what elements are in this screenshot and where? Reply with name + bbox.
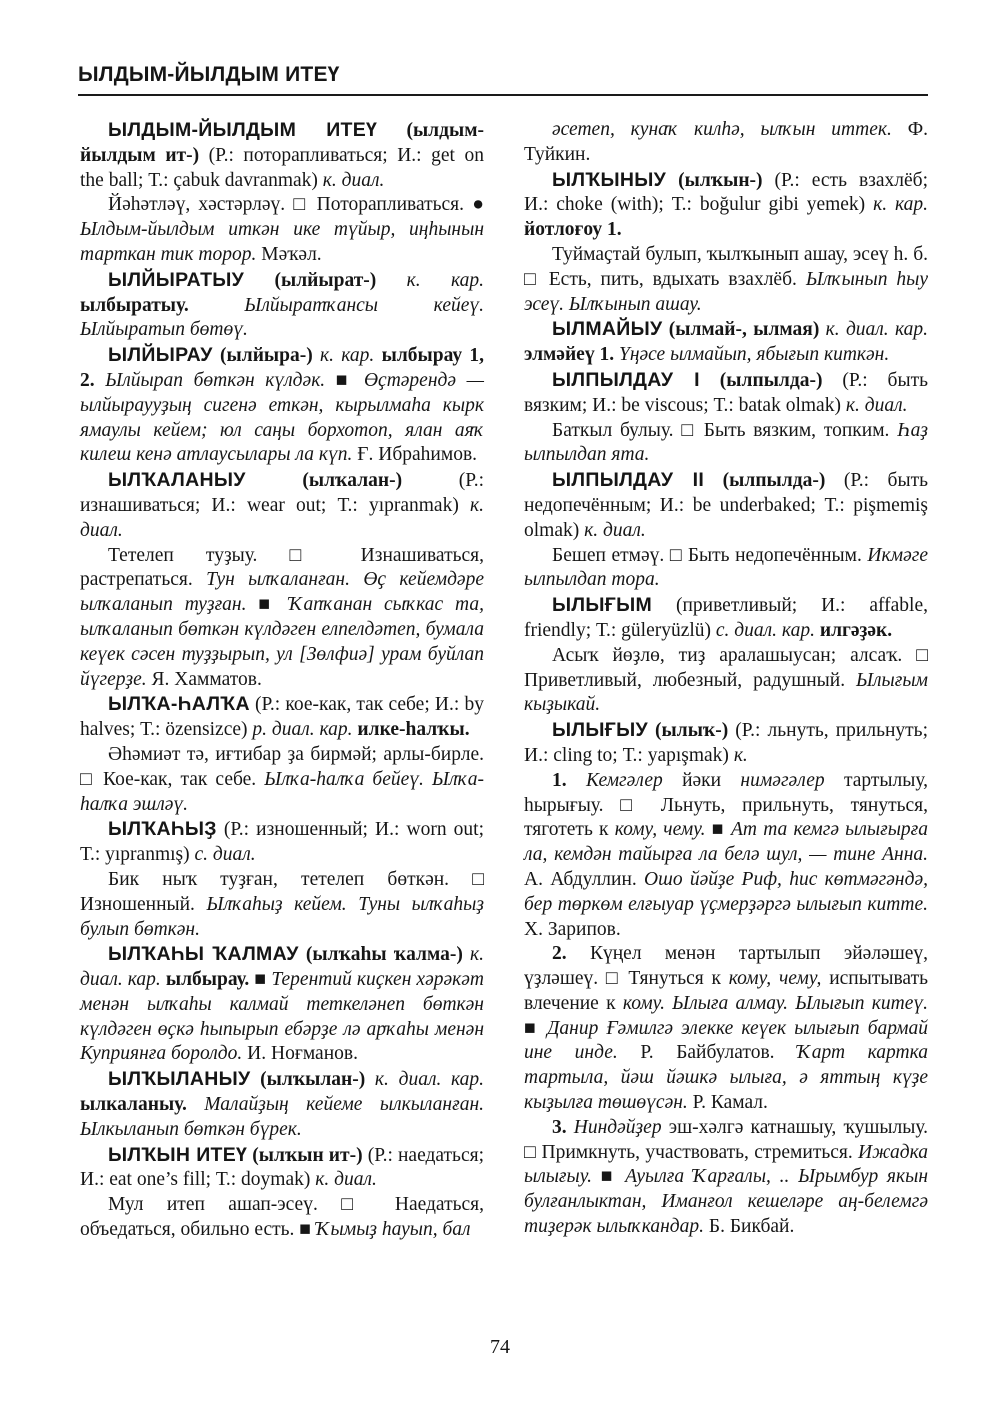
left-column	[80, 118, 484, 1243]
entry-text: Ылығым кыҙыкай.	[524, 669, 928, 716]
headword: ЫЛМАЙЫУ	[552, 318, 663, 341]
entry-paragraph	[80, 1193, 484, 1243]
entry-text: к. диал. кар.	[825, 319, 929, 341]
entry-paragraph	[80, 1143, 484, 1194]
entry-text: 3.	[552, 1116, 574, 1138]
entry-text: Тетелеп туҙыу. □ Изнашиваться, растрепаться.	[80, 544, 484, 591]
entry-paragraph	[524, 317, 928, 368]
entry-text	[95, 370, 106, 391]
dictionary-entry	[80, 1143, 484, 1243]
entry-text: (ылдым-йылдым ит-)	[80, 120, 484, 166]
entry-text: Р. Байбулатов.	[617, 1042, 798, 1064]
entry-text: (ылйыра-)	[220, 345, 313, 367]
entry-text: к. диал.	[845, 394, 908, 416]
entry-paragraph	[80, 268, 484, 343]
entry-text: Б. Бикбай.	[704, 1216, 795, 1238]
headword: ЫЛЙЫРАУ	[108, 344, 213, 367]
entry-text	[648, 720, 655, 741]
entry-text: (Р.: изнашиваться; И.: wear out; Т.: yıpranmak)	[80, 470, 484, 516]
entry-text: к. диал.	[584, 519, 646, 541]
entry-text: Икмәге ылпылдап тора.	[524, 544, 928, 591]
entry-text: әсетеп, кунаҡ килһә, ылҡын иттек.	[552, 119, 892, 140]
entry-text: йәки	[662, 769, 741, 791]
entry-text	[374, 345, 381, 366]
entry-text: Ауылға Ҡарғалы, .. Ырымбур якын булғанлыктан, Иманғол кешеләре аң-белемгә тиҙерәк ылыҡкандар.	[524, 1166, 928, 1238]
dictionary-entry	[80, 118, 484, 268]
dictionary-entry	[80, 468, 484, 692]
headword: ЫЛҠЫЛАНЫУ	[108, 1068, 251, 1091]
entry-text: Баткыл булыу. □ Быть вязким, топким.	[552, 419, 898, 441]
entry-text: ылбырау.	[165, 969, 250, 991]
entry-text	[700, 370, 720, 391]
entry-paragraph	[524, 368, 928, 419]
entry-text: Мул итеп ашап-эсеү. □ Наедаться, объедаться, обильно есть. ■	[80, 1194, 484, 1241]
entry-text: Ҡарт картка тартыла, йәш йәшкә ылыға, ә яттың күҙе кыҙылға төшөүсән.	[524, 1042, 929, 1114]
entry-text: нимәгәлер	[740, 769, 825, 791]
entry-paragraph	[524, 718, 928, 769]
entry-text: (ылйырат-)	[274, 269, 377, 291]
entry-text: И. Ноғманов.	[242, 1043, 358, 1065]
page-number: 74	[490, 1336, 510, 1358]
entry-text: ылбыратыу.	[80, 294, 189, 316]
entry-text: Ылҡаһыҙ кейем. Туны ылҡаһыҙ булып бөткән.	[80, 893, 484, 940]
entry-text: ■	[249, 969, 272, 991]
entry-text: с. диал.	[194, 844, 256, 866]
entry-text	[189, 295, 245, 316]
entry-text: ■	[705, 819, 732, 841]
entry-paragraph	[524, 118, 928, 168]
entry-text: (Р.: наедаться; И.: eat one’s fill; Т.: doymak)	[80, 1144, 484, 1191]
entry-text: ■	[524, 1017, 547, 1039]
headword: ЫЛҠА-ҺАЛҠА	[108, 693, 250, 716]
entry-text: (Р.: поторапливаться; И.: get on the ball; Т.: çabuk davranmak)	[80, 144, 484, 191]
entry-text: кому, чему.	[614, 819, 706, 841]
headword: ЫЛПЫЛДАУ I	[552, 368, 700, 391]
entry-text: Кемгәлер	[585, 769, 663, 791]
entry-paragraph	[80, 468, 484, 543]
entry-text: (ылмай-, ылмая)	[668, 319, 820, 341]
entry-paragraph	[524, 942, 928, 1116]
entry-paragraph	[524, 644, 928, 718]
headword: ЫЛҠАЛАНЫУ	[108, 469, 246, 492]
entry-text: Ылҡынып һыу эсеү. Ылҡынып ашау.	[524, 268, 928, 315]
entry-text: Ылдым-йылдым иткән ике түйыр, иңһынын тарткан тик торор.	[80, 219, 484, 265]
entry-text: к. диал. кар.	[374, 1069, 485, 1091]
dictionary-entry	[524, 718, 928, 1240]
headword: ЫЛҠЫНЫУ	[552, 168, 667, 191]
entry-text: ■	[246, 594, 289, 616]
entry-text: Ылйырап бөткән күлдәк.	[105, 369, 326, 391]
entry-text: Я. Хамматов.	[146, 668, 262, 690]
entry-paragraph	[80, 343, 484, 468]
entry-text: кому. Ылыға алмау. Ылығып китеү.	[622, 992, 928, 1014]
entry-paragraph	[524, 769, 928, 943]
entry-text: 2.	[552, 943, 590, 965]
entry-paragraph	[524, 593, 928, 644]
header-rule	[78, 94, 928, 96]
entry-text: Ылйыратҡансы кейеү. Ылйыратып бөтөү.	[80, 294, 484, 341]
entry-text: (Р.: кое-как, так себе; И.: by halves; Т.: özensizce)	[80, 694, 484, 741]
dictionary-entry	[524, 317, 928, 368]
entry-text	[246, 470, 303, 491]
entry-text: Ҡапҡанан сыҡкас та, ылҡаланып бөткән күлдәген елпелдәтеп, бумала кеүек сәсен туҙҙырып, ул [Зөлфиә] урам буйлап йүгерҙе.	[80, 594, 484, 690]
entry-text: ■	[325, 369, 364, 391]
entry-text: эш-хәлгә катнашыу, ҡушылыу. □ Примкнуть, участвовать, стремиться.	[524, 1116, 928, 1163]
headword: ЫЛПЫЛДАУ II	[552, 469, 705, 492]
entry-text	[244, 270, 274, 291]
dictionary-entry	[524, 368, 928, 468]
dictionary-entry	[80, 268, 484, 343]
dictionary-entry	[80, 817, 484, 942]
entry-text: Ғ. Ибраһимов.	[352, 444, 478, 466]
headword: ЫЛЙЫРАТЫУ	[108, 268, 245, 291]
entry-text: (ылыҡ-)	[655, 720, 729, 742]
entry-text: Р. Камал.	[687, 1092, 768, 1114]
entry-paragraph	[80, 193, 484, 267]
entry-text: ылкаланыу.	[80, 1094, 187, 1116]
entry-paragraph	[80, 692, 484, 743]
entry-text: Ҡымыҙ һауып, бал	[315, 1219, 471, 1241]
entry-text: к. кар.	[873, 194, 928, 216]
entry-text	[313, 345, 320, 366]
entry-text: (ылпылда-)	[719, 369, 823, 391]
entry-text: Өҫтәрендә — ылйыраууҙың сигенә еткән, кырылмаһа кырк ямаулы кейем; юл саңы борхотоп, ялан аяҡ килеш кенә атлаусылары ла күп.	[80, 369, 484, 466]
entry-text: (ылҡаһы ҡалма-)	[305, 944, 463, 966]
entry-text: к. диал.	[322, 169, 385, 191]
entry-text	[213, 345, 220, 366]
entry-text: Ылҡа-һалҡа бейеү. Ылҡа-һалҡа эшләү.	[80, 768, 484, 815]
entry-text: Бешеп етмәү. □ Быть недопечённым.	[552, 544, 868, 566]
entry-text: к. диал.	[80, 494, 484, 541]
entry-text	[666, 170, 678, 191]
entry-text: испытывать влечение к	[524, 968, 928, 1014]
entry-paragraph	[524, 243, 928, 317]
entry-text: Ижадка ылығыу.	[524, 1141, 928, 1188]
dictionary-entry	[80, 942, 484, 1067]
entry-text	[365, 1069, 375, 1090]
entry-text: Күңел менән тартылып эйәләшеү, үҙләшеү. □ Тянуться к	[524, 943, 929, 990]
entry-text	[250, 1069, 260, 1090]
entry-paragraph	[80, 868, 484, 942]
entry-text: Ат та кемгә ылығырға ла, кемдән тайырға ла белә шул, — тине Анна.	[524, 819, 929, 866]
headword: ЫЛЫҒЫУ	[552, 719, 648, 742]
entry-text: илке-һалҡы.	[357, 719, 470, 741]
entry-text: кому, чему,	[728, 968, 822, 990]
entry-text: тартылыу, һырығыу. □ Льнуть, прильнуть, тянуться, тяготеть к	[524, 769, 928, 841]
entry-text	[463, 944, 470, 965]
entry-paragraph	[80, 544, 484, 693]
entry-text: Х. Зарипов.	[524, 918, 621, 940]
entry-text: к. диал.	[315, 1169, 377, 1191]
entry-text: к. диал. кар.	[80, 944, 484, 991]
entry-text: ■	[592, 1166, 626, 1188]
entry-text: с. диал. кар.	[715, 619, 815, 641]
dictionary-entry	[80, 692, 484, 817]
running-header	[78, 60, 928, 96]
entry-text: илгәҙәк.	[819, 619, 893, 641]
entry-paragraph	[80, 1067, 484, 1142]
entry-text: А. Абдуллин.	[524, 868, 645, 890]
entry-text: Данир Ғәмилгә элекке кеүек ылығып бармай ине инде.	[524, 1017, 928, 1064]
entry-text	[299, 944, 306, 965]
entry-text: (ылҡалан-)	[302, 470, 403, 492]
entry-text: Малайҙың кейеме ылкыланған. Ылкыланып бөткән бүрек.	[80, 1094, 484, 1140]
entry-text	[376, 270, 406, 291]
entry-text: ылбырау 1, 2.	[80, 345, 484, 391]
entry-text: (ылпылда-)	[722, 470, 826, 492]
entry-paragraph	[524, 544, 928, 594]
entry-paragraph	[80, 817, 484, 868]
entry-text: 1.	[552, 769, 586, 791]
dictionary-entry	[524, 168, 928, 318]
entry-text: к. кар.	[406, 269, 484, 291]
dictionary-entry	[80, 1067, 484, 1142]
entry-text: р. диал. кар.	[252, 719, 353, 741]
entry-text: йотлоғоу 1.	[524, 219, 622, 241]
entry-text: (Р.: быть вязким; И.: be viscous; Т.: batak olmak)	[524, 369, 928, 416]
entry-text: Йәһәтләү, хәстәрләү. □ Поторапливаться. ●	[108, 194, 484, 216]
entry-paragraph	[80, 118, 484, 193]
entry-text	[187, 1094, 204, 1115]
entry-text: к. кар.	[320, 345, 375, 367]
entry-text	[377, 120, 406, 141]
entry-text: (Р.: льнуть, прильнуть; И.: cling to; Т.: yapışmak)	[524, 720, 928, 766]
entry-text: к.	[733, 744, 748, 766]
right-column	[524, 118, 928, 1240]
entry-text: Туймаҫтай булып, ҡылҡынып ашау, эсеү һ. б. □ Есть, пить, вдыхать взахлёб.	[524, 243, 928, 290]
entry-text: (Р.: есть взахлёб; И.: choke (with); Т.: boğulur gibi yemek)	[524, 169, 929, 216]
entry-text: Әһәмиәт тә, иғтибар ҙа бирмәй; арлы-бирле. □ Кое-как, так себе.	[80, 743, 484, 790]
dictionary-entry	[80, 343, 484, 468]
running-head-title: ЫЛДЫМ-ЙЫЛДЫМ ИТЕҮ	[78, 63, 340, 86]
entry-text: Ниндәйҙер	[573, 1116, 662, 1138]
entry-text: (ылҡылан-)	[260, 1069, 366, 1091]
entry-text: Асыҡ йөҙлө, тиҙ аралашыусан; алсаҡ. □ Приветливый, любезный, радушный.	[524, 644, 928, 691]
entry-paragraph	[80, 942, 484, 1067]
headword: ЫЛҠАҺЫҘ	[108, 818, 217, 841]
entry-paragraph	[524, 468, 928, 543]
entry-text: (ылҡын-)	[678, 169, 763, 191]
headword: ЫЛДЫМ-ЙЫЛДЫМ ИТЕҮ	[108, 119, 378, 141]
headword: ЫЛҠАҺЫ ҠАЛМАУ	[108, 943, 299, 966]
headword: ЫЛЫҒЫМ	[552, 594, 653, 617]
entry-text: Мәҡәл.	[256, 243, 322, 265]
entry-text: (Р.: изношенный; И.: worn out; Т.: yıpranmış)	[80, 819, 484, 866]
headword: ЫЛҠЫН ИТЕҮ	[108, 1143, 248, 1166]
entry-text: Тун ылҡаланған. Өҫ кейемдәре ылҡаланып туҙған.	[80, 569, 484, 616]
entry-text: Бик ныҡ туҙған, тетелеп бөткән. □ Изношенный.	[80, 868, 484, 915]
entry-text: (ылҡын ит-)	[252, 1144, 363, 1166]
entry-text: Үңәсе ылмайып, ябығып киткән.	[618, 344, 890, 366]
entry-text: Ошо йәйҙе Риф, һис көтмәгәндә, бер төркөм елғыуар үҫмерҙәргә ылығып китте.	[524, 868, 928, 915]
entry-paragraph	[524, 419, 928, 469]
entry-paragraph	[524, 168, 928, 243]
dictionary-entry	[524, 118, 928, 168]
entry-paragraph	[80, 743, 484, 817]
entry-text: элмәйеү 1.	[524, 344, 615, 366]
entry-text	[704, 470, 723, 491]
entry-text: Һаҙ ылпылдап ята.	[524, 419, 928, 466]
entry-text: (Р.: быть недопечённым; И.: be underbaked; Т.: pişmemiş olmak)	[524, 470, 928, 541]
entry-text: (приветливый; И.: affable, friendly; Т.: güleryüzlü)	[524, 595, 928, 641]
dictionary-entry	[524, 468, 928, 593]
dictionary-entry	[524, 593, 928, 718]
entry-text: Терентий киҫкен хәрәкәт менән ылҡаһы калмай теткеләнеп бөткән күлдәген өҫкә һыпырып ебәрҙе лә арҡаһы менән Куприянға боролдо.	[80, 969, 485, 1065]
entry-paragraph	[524, 1116, 928, 1240]
entry-text: Ф. Туйкин.	[524, 119, 929, 165]
